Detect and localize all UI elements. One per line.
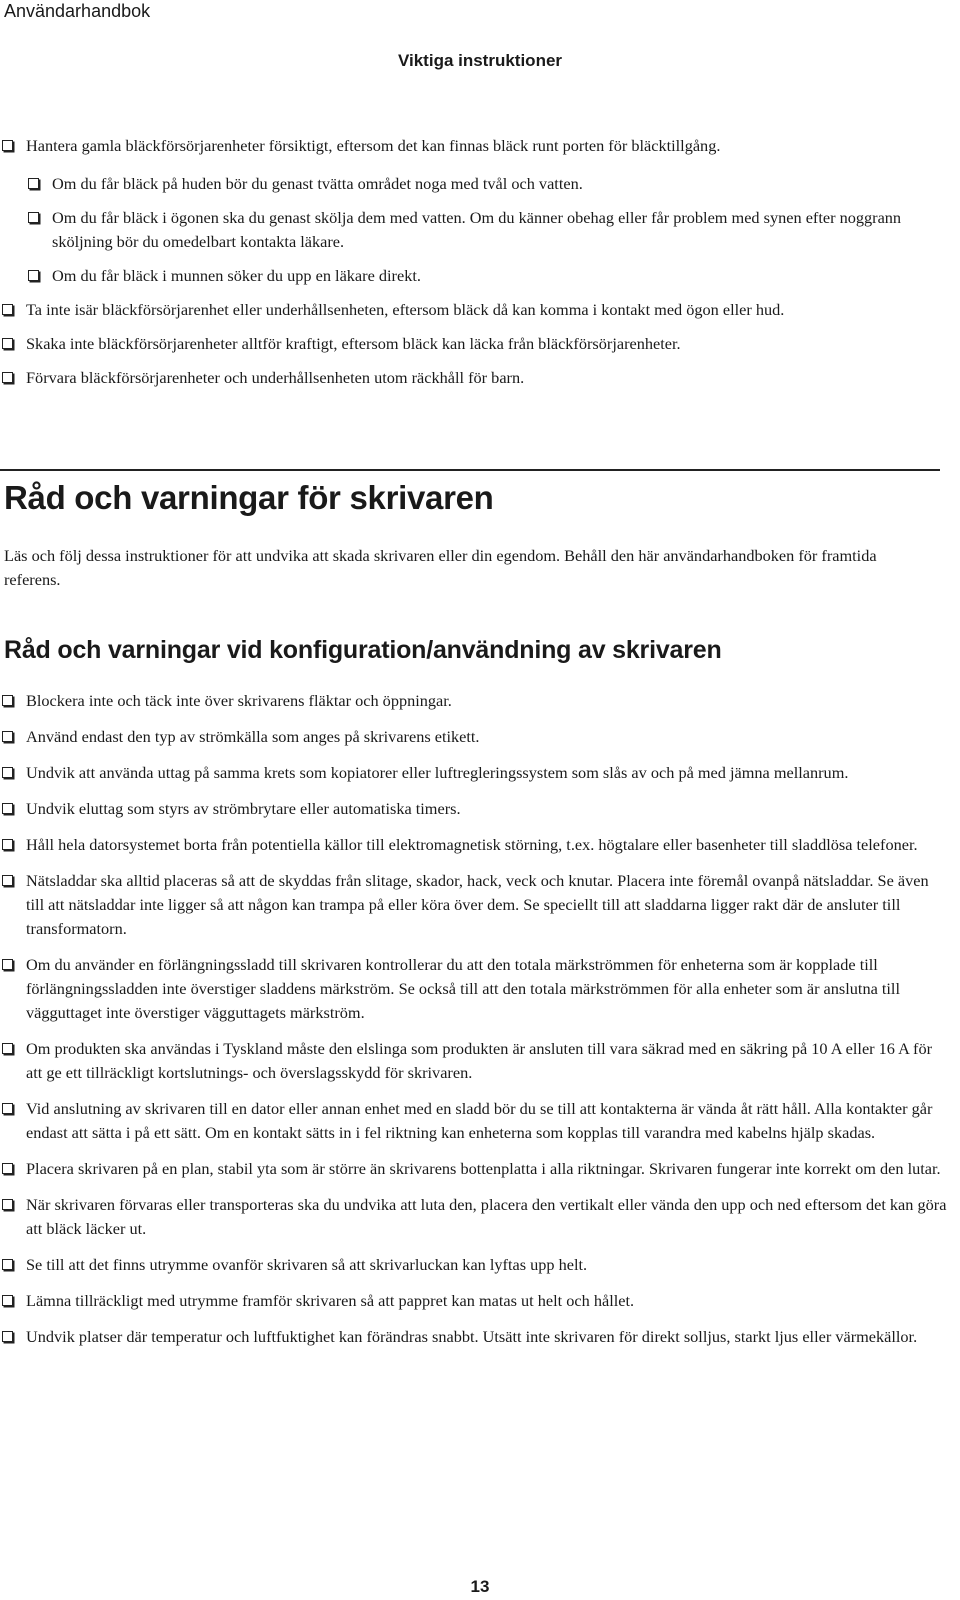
checkbox-bullet-icon bbox=[2, 338, 13, 349]
list-item: Håll hela datorsystemet borta från potentiella källor till elektromagnetisk störning, t.ex. högtalare eller basenheter till sladdlösa telefoner. bbox=[0, 833, 950, 857]
checkbox-bullet-icon bbox=[2, 1331, 13, 1342]
list-item: Hantera gamla bläckförsörjarenheter försiktigt, eftersom det kan finnas bläck runt porten för bläcktillgång. bbox=[0, 134, 950, 158]
list-item: Blockera inte och täck inte över skrivarens fläktar och öppningar. bbox=[0, 689, 950, 713]
ink-safety-list bbox=[0, 134, 950, 390]
list-item: Om du får bläck i munnen söker du upp en läkare direkt. bbox=[0, 264, 950, 288]
checkbox-bullet-icon bbox=[28, 212, 39, 223]
sub-heading: Råd och varningar vid konfiguration/användning av skrivaren bbox=[4, 636, 722, 664]
list-item: Undvik att använda uttag på samma krets som kopiatorer eller luftregleringssystem som slås av och på med jämna mellanrum. bbox=[0, 761, 950, 785]
checkbox-bullet-icon bbox=[28, 270, 39, 281]
list-item: Vid anslutning av skrivaren till en dator eller annan enhet med en sladd bör du se till att kontakterna är vända åt rätt håll. Alla kontakter går endast att sätta i på ett sätt. Om en kontakt sätts in i fel riktning kan enheterna som kopplas till varandra med kabelns hjälp skadas. bbox=[0, 1097, 950, 1145]
checkbox-bullet-icon bbox=[2, 959, 13, 970]
list-item: Förvara bläckförsörjarenheter och underhållsenheten utom räckhåll för barn. bbox=[0, 366, 950, 390]
list-item: Använd endast den typ av strömkälla som anges på skrivarens etikett. bbox=[0, 725, 950, 749]
list-item: När skrivaren förvaras eller transporteras ska du undvika att luta den, placera den vertikalt eller vända den upp och ned eftersom det kan göra att bläck läcker ut. bbox=[0, 1193, 950, 1241]
list-item: Undvik platser där temperatur och luftfuktighet kan förändras snabbt. Utsätt inte skrivaren för direkt solljus, starkt ljus eller värmekällor. bbox=[0, 1325, 950, 1349]
list-item: Om produkten ska användas i Tyskland måste den elslinga som produkten är ansluten till vara säkrad med en säkring på 10 A eller 16 A för att ge ett tillräckligt kortslutnings- och överslagsskydd för skrivaren. bbox=[0, 1037, 950, 1085]
checkbox-bullet-icon bbox=[2, 839, 13, 850]
list-item: Lämna tillräckligt med utrymme framför skrivaren så att pappret kan matas ut helt och hållet. bbox=[0, 1289, 950, 1313]
checkbox-bullet-icon bbox=[2, 767, 13, 778]
list-item: Om du använder en förlängningssladd till skrivaren kontrollerar du att den totala märkströmmen för enheterna som är kopplade till förlängningssladden inte överstiger sladdens märkström. Se också till att den totala märkströmmen för alla enheter som är anslutna till vägguttaget inte överstiger vägguttagets märkström. bbox=[0, 953, 950, 1025]
checkbox-bullet-icon bbox=[2, 1295, 13, 1306]
checkbox-bullet-icon bbox=[28, 178, 39, 189]
intro-paragraph: Läs och följ dessa instruktioner för att undvika att skada skrivaren eller din egendom. Behåll den här användarhandboken för framtida referens. bbox=[4, 546, 877, 589]
section-divider bbox=[0, 469, 940, 471]
config-usage-list bbox=[0, 689, 950, 1361]
list-item: Placera skrivaren på en plan, stabil yta som är större än skrivarens bottenplatta i alla riktningar. Skrivaren fungerar inte korrekt om den lutar. bbox=[0, 1157, 950, 1181]
page-number: 13 bbox=[470, 1577, 490, 1596]
list-item: Ta inte isär bläckförsörjarenhet eller underhållsenheten, eftersom bläck då kan komma i kontakt med ögon eller hud. bbox=[0, 298, 950, 322]
checkbox-bullet-icon bbox=[2, 304, 13, 315]
list-item: Undvik eluttag som styrs av strömbrytare eller automatiska timers. bbox=[0, 797, 950, 821]
checkbox-bullet-icon bbox=[2, 140, 13, 151]
checkbox-bullet-icon bbox=[2, 875, 13, 886]
list-item: Skaka inte bläckförsörjarenheter alltför kraftigt, eftersom bläck kan läcka från bläckförsörjarenheter. bbox=[0, 332, 950, 356]
list-item: Om du får bläck på huden bör du genast tvätta området noga med tvål och vatten. bbox=[0, 172, 950, 196]
checkbox-bullet-icon bbox=[2, 1259, 13, 1270]
checkbox-bullet-icon bbox=[2, 731, 13, 742]
document-title: Användarhandbok bbox=[4, 1, 151, 21]
list-item: Nätsladdar ska alltid placeras så att de skyddas från slitage, skador, hack, veck och knutar. Placera inte föremål ovanpå nätsladdar. Se även till att nätsladdar inte ligger så att någon kan trampa på eller köra över dem. Se speciellt till att sladdarna ligger rakt där de ansluter till transformatorn. bbox=[0, 869, 950, 941]
checkbox-bullet-icon bbox=[2, 372, 13, 383]
checkbox-bullet-icon bbox=[2, 1043, 13, 1054]
checkbox-bullet-icon bbox=[2, 1103, 13, 1114]
checkbox-bullet-icon bbox=[2, 803, 13, 814]
section-header: Viktiga instruktioner bbox=[397, 51, 563, 70]
list-item: Om du får bläck i ögonen ska du genast skölja dem med vatten. Om du känner obehag eller får problem med synen efter noggrann sköljning bör du omedelbart kontakta läkare. bbox=[0, 206, 950, 254]
checkbox-bullet-icon bbox=[2, 695, 13, 706]
checkbox-bullet-icon bbox=[2, 1163, 13, 1174]
list-item: Se till att det finns utrymme ovanför skrivaren så att skrivarluckan kan lyftas upp helt. bbox=[0, 1253, 950, 1277]
main-heading: Råd och varningar för skrivaren bbox=[4, 479, 494, 516]
checkbox-bullet-icon bbox=[2, 1199, 13, 1210]
